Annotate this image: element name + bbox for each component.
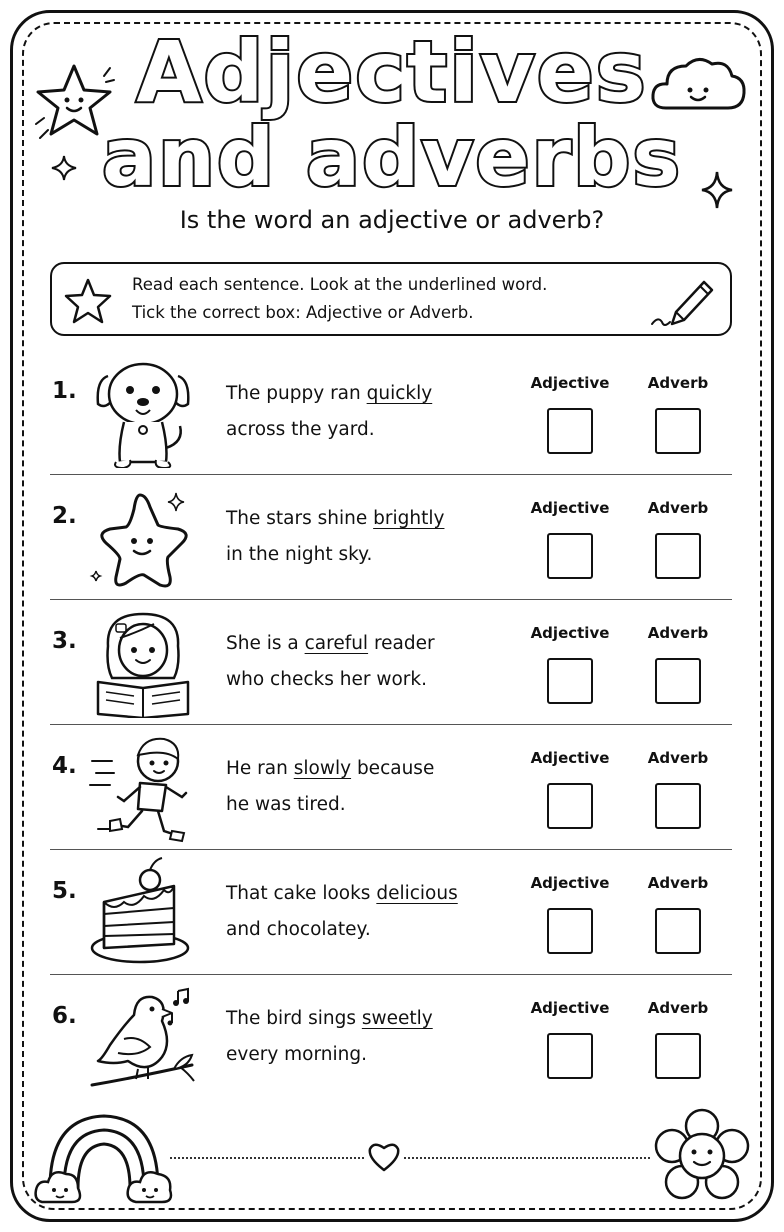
cake-icon <box>88 856 198 968</box>
question-row <box>50 975 732 1100</box>
question-number: 5. <box>52 878 77 904</box>
sentence-line-2: he was tired. <box>226 794 346 815</box>
adjective-label: Adjective <box>530 624 610 642</box>
footer-dotted-line <box>170 1157 364 1159</box>
adverb-label: Adverb <box>647 749 709 767</box>
adverb-label: Adverb <box>647 499 709 517</box>
star-icon <box>88 481 198 593</box>
sentence-line-1: The puppy ran quickly <box>226 383 433 404</box>
footer-dotted-line <box>404 1157 650 1159</box>
page-title-line-2: and adverbs <box>101 111 683 204</box>
underlined-word: delicious <box>376 883 458 904</box>
underlined-word: slowly <box>293 758 352 779</box>
adjective-label: Adjective <box>530 374 610 392</box>
instruction-line: Tick the correct box: Adjective or Adverb. <box>132 303 474 322</box>
puppy-icon <box>88 356 198 468</box>
sentence-line-2: across the yard. <box>226 419 375 440</box>
question-number: 2. <box>52 503 77 529</box>
question-row <box>50 725 732 850</box>
question-number: 4. <box>52 753 77 779</box>
adjective-label: Adjective <box>530 999 610 1017</box>
question-row <box>50 350 732 475</box>
adverb-checkbox[interactable] <box>655 408 701 454</box>
adverb-label: Adverb <box>647 624 709 642</box>
question-number: 3. <box>52 628 77 654</box>
page-title: Adjectives <box>136 23 648 121</box>
adjective-checkbox[interactable] <box>547 533 593 579</box>
adjective-label: Adjective <box>530 499 610 517</box>
sentence-line-1: That cake looks delicious <box>226 883 458 904</box>
underlined-word: sweetly <box>361 1008 433 1029</box>
sentence-line-1: The stars shine brightly <box>226 508 445 529</box>
question-number: 1. <box>52 378 77 404</box>
adjective-checkbox[interactable] <box>547 658 593 704</box>
question-row <box>50 600 732 725</box>
underlined-word: careful <box>304 633 369 654</box>
adverb-label: Adverb <box>647 999 709 1017</box>
question-number: 6. <box>52 1003 77 1029</box>
sentence-line-2: in the night sky. <box>226 544 373 565</box>
bird-icon <box>88 981 198 1093</box>
adjective-label: Adjective <box>530 874 610 892</box>
adjective-label: Adjective <box>530 749 610 767</box>
star-outline-icon <box>62 276 114 326</box>
page-subtitle: Is the word an adjective or adverb? <box>179 206 605 234</box>
sentence-line-1: The bird sings sweetly <box>226 1008 433 1029</box>
adjective-checkbox[interactable] <box>547 908 593 954</box>
adverb-label: Adverb <box>647 874 709 892</box>
question-row <box>50 850 732 975</box>
instructions-box <box>50 262 732 336</box>
sentence-line-1: He ran slowly because <box>226 758 435 779</box>
adverb-checkbox[interactable] <box>655 783 701 829</box>
sentence-line-2: every morning. <box>226 1044 367 1065</box>
sentence-line-2: and chocolatey. <box>226 919 371 940</box>
question-row <box>50 475 732 600</box>
pencil-icon <box>648 272 714 332</box>
girl-reading-icon <box>88 606 198 718</box>
smiling-flower-icon <box>654 1106 750 1206</box>
running-boy-icon <box>88 731 198 843</box>
heart-icon <box>366 1140 402 1174</box>
adverb-checkbox[interactable] <box>655 658 701 704</box>
adverb-checkbox[interactable] <box>655 1033 701 1079</box>
adjective-checkbox[interactable] <box>547 1033 593 1079</box>
instruction-line: Read each sentence. Look at the underlined word. <box>132 275 548 294</box>
adjective-checkbox[interactable] <box>547 408 593 454</box>
adjective-checkbox[interactable] <box>547 783 593 829</box>
adverb-label: Adverb <box>647 374 709 392</box>
sentence-line-1: She is a careful reader <box>226 633 435 654</box>
rainbow-with-clouds-icon <box>34 1104 174 1208</box>
underlined-word: brightly <box>373 508 445 529</box>
adverb-checkbox[interactable] <box>655 533 701 579</box>
underlined-word: quickly <box>366 383 433 404</box>
adverb-checkbox[interactable] <box>655 908 701 954</box>
sentence-line-2: who checks her work. <box>226 669 427 690</box>
